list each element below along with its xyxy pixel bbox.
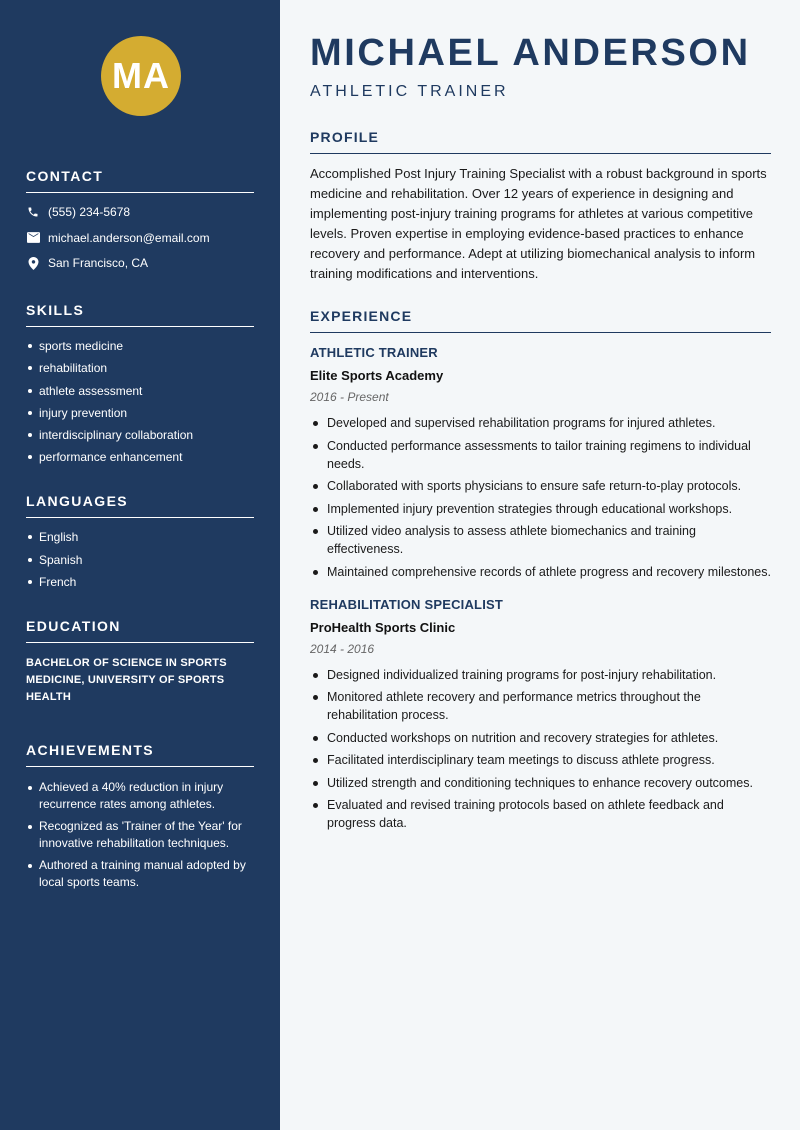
- contact-section: [26, 168, 254, 270]
- job-bullet: Designed individualized training programs for post-injury rehabilitation.: [310, 666, 771, 684]
- achievements-section: [26, 742, 254, 891]
- education-section: [26, 618, 254, 706]
- language-item: French: [26, 575, 254, 589]
- languages-heading: LANGUAGES: [26, 493, 254, 518]
- skills-section: [26, 302, 254, 464]
- achievement-item: Recognized as 'Trainer of the Year' for innovative rehabilitation techniques.: [26, 818, 254, 852]
- job-company: Elite Sports Academy: [310, 368, 444, 383]
- contact-email: [26, 231, 254, 245]
- achievements-heading: ACHIEVEMENTS: [26, 742, 254, 767]
- contact-phone: [26, 205, 254, 219]
- contact-heading: CONTACT: [26, 168, 254, 193]
- skill-item: injury prevention: [26, 406, 254, 420]
- achievements-list: [26, 779, 254, 891]
- experience-heading: EXPERIENCE: [310, 308, 771, 333]
- skills-list: [26, 339, 254, 464]
- location-pin-icon: [26, 256, 40, 270]
- profile-section: [310, 129, 771, 284]
- job-bullet: Utilized strength and conditioning techniques to enhance recovery outcomes.: [310, 774, 771, 792]
- education-heading: EDUCATION: [26, 618, 254, 643]
- skills-heading: SKILLS: [26, 302, 254, 327]
- main-content: [280, 0, 800, 1130]
- candidate-role: ATHLETIC TRAINER: [310, 83, 509, 100]
- phone-text: (555) 234-5678: [48, 205, 131, 219]
- job-bullet: Evaluated and revised training protocols based on athlete feedback and progress data.: [310, 796, 771, 832]
- language-item: English: [26, 530, 254, 544]
- job-bullet: Implemented injury prevention strategies through educational workshops.: [310, 500, 771, 518]
- skill-item: athlete assessment: [26, 384, 254, 398]
- avatar: MA: [101, 36, 181, 116]
- job-bullet: Utilized video analysis to assess athlete biomechanics and training effectiveness.: [310, 522, 771, 558]
- job-company: ProHealth Sports Clinic: [310, 619, 456, 635]
- languages-section: [26, 493, 254, 589]
- job-bullet: Maintained comprehensive records of athlete progress and recovery milestones.: [310, 563, 771, 581]
- candidate-name: MICHAEL ANDERSON: [310, 32, 751, 74]
- job-bullet: Developed and supervised rehabilitation programs for injured athletes.: [310, 414, 771, 432]
- skill-item: interdisciplinary collaboration: [26, 428, 254, 442]
- mail-icon: [26, 231, 40, 245]
- job-bullet: Monitored athlete recovery and performance metrics throughout the rehabilitation process.: [310, 688, 771, 724]
- sidebar: [0, 0, 280, 1130]
- email-text: michael.anderson@email.com: [48, 230, 210, 245]
- job-dates: 2014 - 2016: [310, 641, 375, 656]
- job-title: ATHLETIC TRAINER: [310, 345, 438, 360]
- job-bullet: Conducted performance assessments to tailor training regimens to individual needs.: [310, 437, 771, 473]
- achievement-item: Achieved a 40% reduction in injury recurrence rates among athletes.: [26, 779, 254, 813]
- job-title: REHABILITATION SPECIALIST: [310, 596, 504, 612]
- job-entry: [310, 597, 771, 833]
- languages-list: [26, 530, 254, 589]
- job-dates: 2016 - Present: [310, 390, 389, 404]
- job-bullets: [310, 414, 771, 581]
- location-text: San Francisco, CA: [48, 256, 149, 270]
- job-bullet: Collaborated with sports physicians to ensure safe return-to-play protocols.: [310, 477, 771, 495]
- profile-heading: PROFILE: [310, 129, 771, 154]
- skill-item: performance enhancement: [26, 450, 254, 464]
- skill-item: sports medicine: [26, 339, 254, 353]
- job-entry: [310, 345, 771, 581]
- contact-location: [26, 256, 254, 270]
- profile-text: Accomplished Post Injury Training Specialist with a robust background in sports medicine and rehabilitation. Over 12 years of experience in designing and implementing post-injury training programs for athletes at various competitive levels. Proven expertise in employing evidence-based practices to enhance recovery and performance. Adept at utilizing biomechanical analysis to inform training modifications and interventions.: [310, 166, 767, 281]
- job-bullets: [310, 666, 771, 833]
- job-bullet: Facilitated interdisciplinary team meetings to discuss athlete progress.: [310, 751, 771, 769]
- experience-section: [310, 308, 771, 832]
- skill-item: rehabilitation: [26, 361, 254, 375]
- achievement-item: Authored a training manual adopted by local sports teams.: [26, 857, 254, 891]
- job-bullet: Conducted workshops on nutrition and recovery strategies for athletes.: [310, 729, 771, 747]
- phone-icon: [26, 205, 40, 219]
- language-item: Spanish: [26, 553, 254, 567]
- education-degree: BACHELOR OF SCIENCE IN SPORTS MEDICINE, UNIVERSITY OF SPORTS HEALTH: [26, 657, 227, 704]
